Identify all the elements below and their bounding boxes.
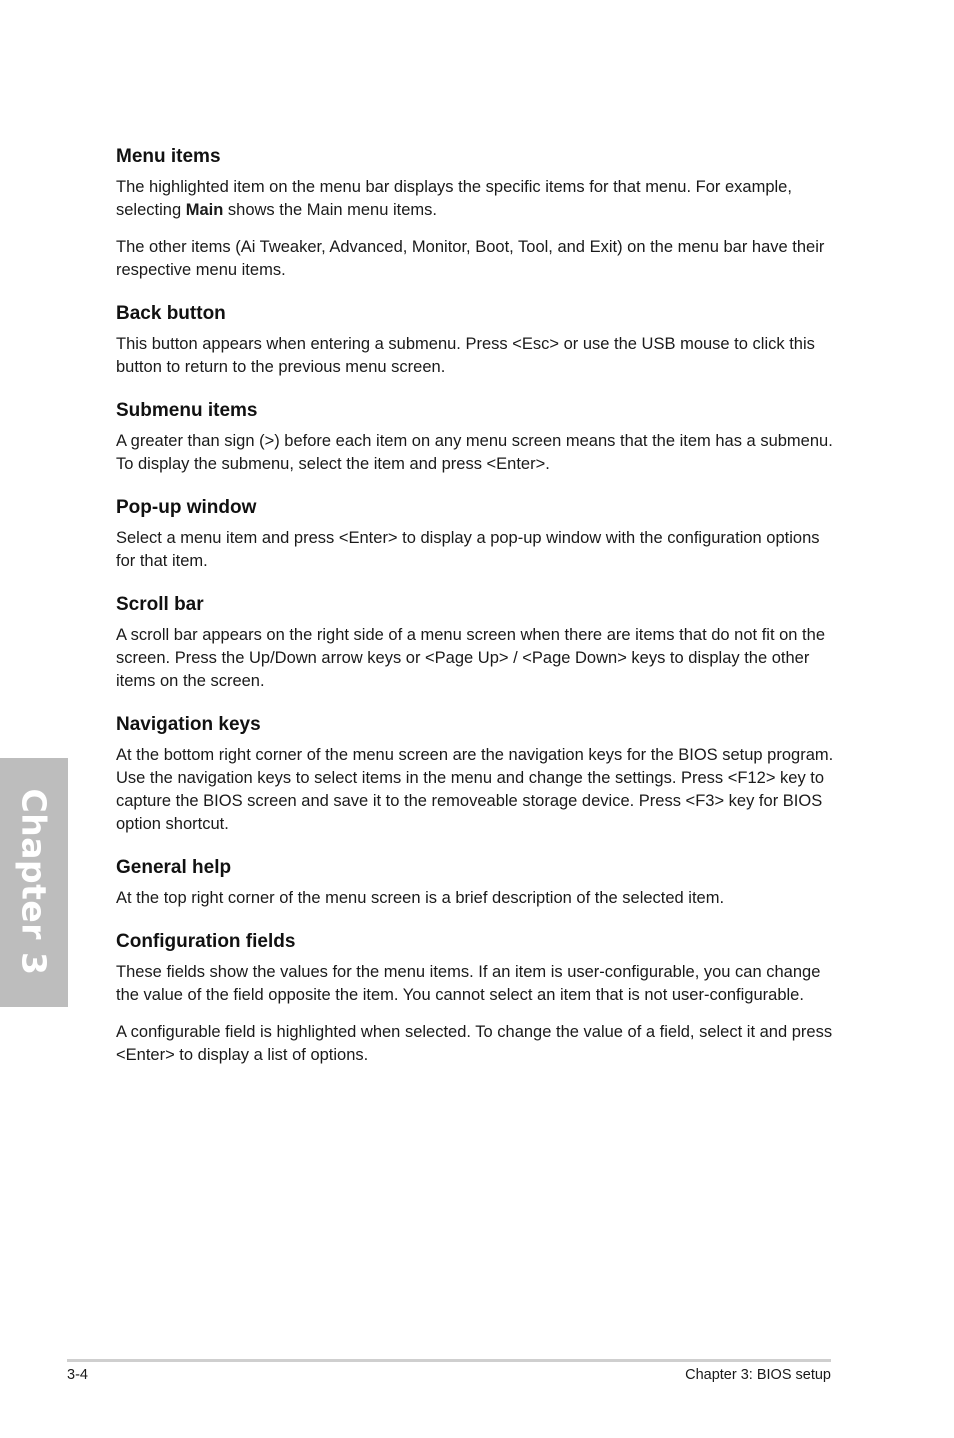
- section-paragraph: These fields show the values for the menu items. If an item is user-configurable, you can change the value of the field opposite the item. You cannot select an item that is not user-configurable.: [116, 963, 821, 1004]
- section-navigation-keys: [116, 713, 836, 836]
- section-general-help: [116, 856, 836, 910]
- chapter-side-tab: [0, 758, 68, 1007]
- footer-chapter-title: Chapter 3: BIOS setup: [685, 1367, 831, 1383]
- section-paragraph: Select a menu item and press <Enter> to display a pop-up window with the configuration options for that item.: [116, 529, 820, 570]
- section-back-button: [116, 302, 836, 379]
- section-paragraph: [116, 176, 836, 222]
- section-heading: Configuration fields: [116, 931, 296, 952]
- section-paragraph: At the bottom right corner of the menu screen are the navigation keys for the BIOS setup program. Use the navigation keys to select items in the menu and change the settings. Press <F12> key to capture the BIOS screen and save it to the removeable storage device. Press <F3> key for BIOS option shortcut.: [116, 746, 834, 833]
- section-paragraph: A greater than sign (>) before each item on any menu screen means that the item has a submenu. To display the submenu, select the item and press <Enter>.: [116, 432, 833, 473]
- section-paragraph: A scroll bar appears on the right side of a menu screen when there are items that do not fit on the screen. Press the Up/Down arrow keys or <Page Up> / <Page Down> keys to display the other items on the screen.: [116, 626, 825, 690]
- section-heading: Back button: [116, 303, 226, 324]
- section-heading: General help: [116, 857, 232, 878]
- section-paragraph: The other items (Ai Tweaker, Advanced, Monitor, Boot, Tool, and Exit) on the menu bar have their respective menu items.: [116, 238, 825, 279]
- section-submenu-items: [116, 399, 836, 476]
- footer-divider: [67, 1359, 831, 1362]
- section-heading: Navigation keys: [116, 714, 261, 735]
- section-menu-items: [116, 145, 836, 282]
- paragraph-text: shows the Main menu items.: [223, 201, 437, 219]
- paragraph-text: The highlighted item on the menu bar displays the specific items for that menu. For example, selecting: [116, 178, 792, 219]
- emphasis-main: Main: [185, 201, 224, 219]
- section-paragraph: A configurable field is highlighted when selected. To change the value of a field, select it and press <Enter> to display a list of options.: [116, 1023, 833, 1064]
- chapter-tab-label: Chapter 3: [14, 788, 54, 976]
- section-paragraph: This button appears when entering a submenu. Press <Esc> or use the USB mouse to click this button to return to the previous menu screen.: [116, 335, 815, 376]
- section-paragraph: At the top right corner of the menu screen is a brief description of the selected item.: [116, 889, 725, 907]
- section-heading: Scroll bar: [116, 594, 204, 615]
- section-scroll-bar: [116, 593, 836, 693]
- page-number: 3-4: [67, 1367, 88, 1383]
- main-content: [116, 145, 836, 1067]
- section-heading: Menu items: [116, 146, 221, 167]
- section-heading: Submenu items: [116, 400, 258, 421]
- section-heading: Pop-up window: [116, 497, 257, 518]
- section-configuration-fields: [116, 930, 836, 1067]
- section-popup-window: [116, 496, 836, 573]
